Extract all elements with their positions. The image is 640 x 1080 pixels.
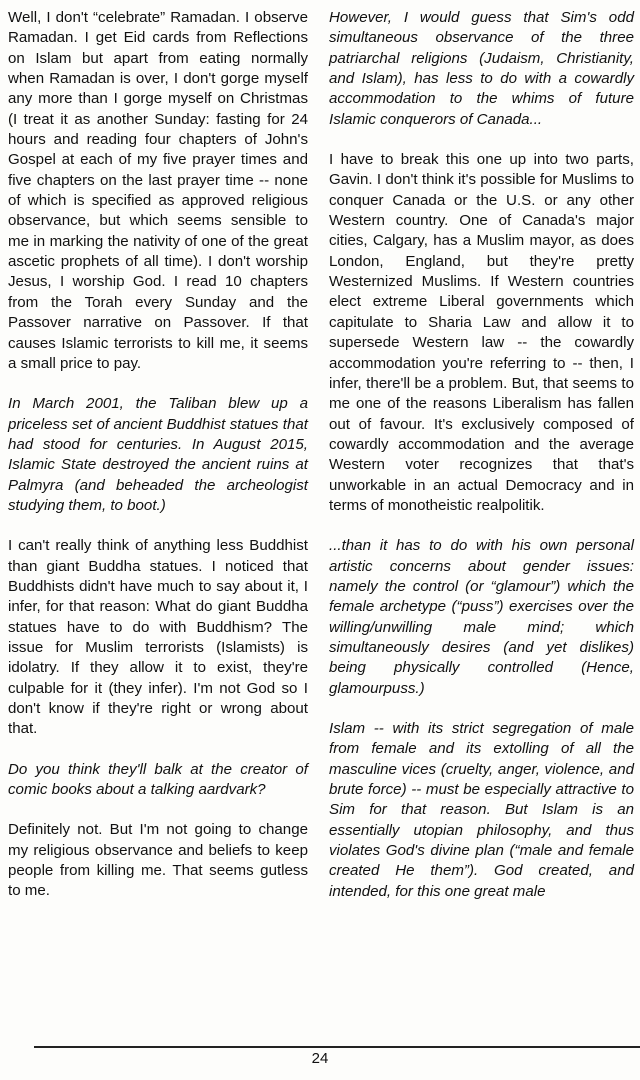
- question-gender-issues: ...than it has to do with his own personal artistic concerns about gender issues: namely the control (or “glamour”) which the female archetype (“puss”) exercises over the willing/unwilling male mind; which simultaneously desires (and yet dislikes) being physically controlled (Hence, glamourpuss.): [329, 537, 634, 697]
- question-patriarchal-religions: However, I would guess that Sim's odd simultaneous observance of the three patriarchal religions (Judaism, Christianity, and Islam), has less to do with a cowardly accommodation to the whims of future Islamic conquerors of Canada...: [329, 9, 634, 128]
- page-number: 24: [311, 1050, 329, 1067]
- paragraph-buddha-statues: I can't really think of anything less Buddhist than giant Buddha statues. I noticed that Buddhists didn't have much to say about it, I infer, for that reason: What do giant Buddha statues have to do with Buddhism? The issue for Muslim terrorists (Islamists) is idolatry. If they allow it to exist, they're culpable for it (they infer). I'm not God so I don't know if they're right or wrong about that.: [8, 537, 308, 738]
- question-taliban-statues: In March 2001, the Taliban blew up a priceless set of ancient Buddhist statues that had stood for centuries. In August 2015, Islamic State destroyed the ancient ruins at Palmyra (and beheaded the archeologist studying them, to boot.): [8, 395, 308, 514]
- footer-rule: [34, 1046, 640, 1048]
- paragraph-conquer-canada: I have to break this one up into two parts, Gavin. I don't think it's possible for Muslims to conquer Canada or the U.S. or any other Western country. One of Canada's major cities, Calgary, has a Muslim mayor, as does London, England, but they're pretty Westernized Muslims. If Western countries elect extreme Liberal governments which capitulate to Sharia Law and allow it to supersede Western law -- the cowardly accommodation you're referring to -- then, I infer, there'll be a problem. But, that seems to me one of the reasons Liberalism has fallen out of favour. It's exclusively composed of cowardly accommodation and the average Western voter recognizes that that's unworkable in an actual Democracy and in terms of monotheistic realpolitik.: [329, 151, 634, 514]
- paragraph-ramadan-observance: Well, I don't “celebrate” Ramadan. I observe Ramadan. I get Eid cards from Reflections on Islam but apart from eating normally when Ramadan is over, I don't gorge myself any more than I gorge myself on Christmas (I treat it as another Sunday: fasting for 24 hours and reading four chapters of John's Gospel at each of my five prayer times and five chapters on the last prayer time -- none of which is specified as approved religious observance, but which seems sensible to me in marking the nativity of one of the great ascetic prophets of all time). I don't worship Jesus, I worship God. I read 10 chapters from the Torah every Sunday and the Passover narrative on Passover. If that causes Islamic terrorists to kill me, it seems a small price to pay.: [8, 9, 308, 372]
- left-column: [8, 8, 308, 922]
- right-column: [329, 8, 634, 922]
- question-islam-segregation: Islam -- with its strict segregation of male from female and its extolling of all the masculine vices (cruelty, anger, violence, and brute force) -- must be especially attractive to Sim for that reason. But Islam is an essentially utopian philosophy, and thus violates God's divine plan (“male and female created He them”). God created, and intended, for this one great male: [329, 720, 634, 900]
- question-talking-aardvark: Do you think they'll balk at the creator of comic books about a talking aardvark?: [8, 760, 308, 799]
- paragraph-definitely-not: Definitely not. But I'm not going to change my religious observance and beliefs to keep people from killing me. That seems gutless to me.: [8, 821, 308, 900]
